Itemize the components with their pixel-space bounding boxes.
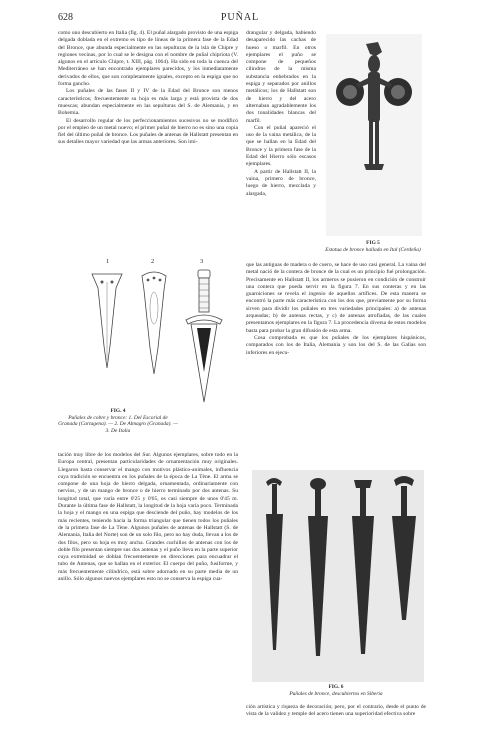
fig4-label: FIG. 4: [110, 408, 126, 414]
dagger-2-drawing: [142, 272, 166, 374]
paragraph: Los puñales de las fases II y IV de la Edad del Bronce son menos característicos; frecuentemente su hoja es más larga y está provista de dos muescas; abundan especialmente en las sepulturas del S. de Alemania, y en Bohemia.: [58, 88, 238, 117]
dagger-drawings: [58, 268, 238, 408]
fig6-label: FIG. 6: [328, 684, 344, 690]
fig4-num-1: 1: [106, 258, 110, 265]
figure-6-photo: [252, 470, 424, 682]
dagger-1-drawing: [92, 274, 122, 368]
paragraph: drangular y delgada, habiendo desaparecido las cachas de hueso o marfil. En otros ejemplares el puño se compone de pequeños cilindros de la misma substancia enhebrados en la espiga y separados por anillos metálicos; los de Hallstatt son de hierro y del acero alternaban agradablemente los dos tonalidades blancas del marfil.: [246, 30, 316, 124]
fig6-caption: Puñales de bronce, descubiertos en Siberia: [289, 690, 383, 697]
paragraph: Cosa comprobada es que los puñales de los ejemplares hispánicos, comparados con los de Italia, Alemania y son los del S. de las Galias son inferiores en ejecu-: [246, 334, 426, 356]
paragraph: que las antiguas de madera o de cuero, se hace de uso casi general. La vaina del metal nació de la contera de bronce de la cual es un principio fué prolongación. Precisamente en Hallstatt II, los armeros se pusieron en condición de construir una contera que pueda servir en la figura 7. En sus conteras y en las guarniciones se revela el ingenio de aquellos artífices. De esta manera se encontró la parte más característica con los dos que, previamente por su forma sirven para dividir los puñales en tres variedades principales: a) de antenas arqueadas; b) de antenas rectas, y c) de antenas atrofiadas, de las cuales presentamos ejemplares en la figura 7. La procedencia diversa de estos modelos basta para probar la gran difusión de esta arma.: [246, 262, 426, 334]
fig4-num-2: 2: [151, 258, 155, 265]
paragraph: A partir de Hallstatt II, la vaina, primero de bronce, luego de hierro, mezclada y alargada,: [246, 168, 316, 197]
figure-4: [58, 258, 238, 448]
fig4-caption: Puñales de cobre y bronce: 1. Del Escorial de Granada (Cartagena). — 2. De Almagro (Granada). — 3. De Italia: [58, 414, 178, 434]
left-column-top: [58, 30, 238, 147]
fig4-caption-block: [58, 408, 178, 434]
paragraph: tación muy libre de los modelos del Sur. Algunos ejemplares, sobre todo en la Europa central, presentan particularidades de ornamentación muy originales. Llegaron hasta conservar el mango con motivos plástico-animales, influencia cuya tradición se encuentra en los puñales de la época de La Tène. El arma se compone de una hoja de hierro delgada, ornamentada, ordinariamente con nervios, y de un mango de bronce o de hierro terminado por dos antenas. Su longitud total, que varía entre 0'25 y 0'65, es casi siempre de unos 0'45 m. Durante la última fase de Hallstatt, la longitud de la hoja varía poco. Terminada la hoja y el mango en una espiga que desciende del puño, hay modelos de los más recientes, teniendo hacia la forma triangular que tienen todos los puñales de la primera fase de La Tène. Algunos puñales de antenas de Hallstatt (S. de Alemania, Italia del Norte) son de un solo filo, pero no hay duda, llevan a los de dos filos, pero su hoja es muy ancha. Grandes cuchillos de antenas con los de doble filo presentan siempre sus dos antenas y el puño lleva en la parte superior cuya extremidad se doblan frecuentemente en direcciones para encuadrar el tubo de Antenas, que se hallan en el exterior. El cuerpo del puño, fusiforme, y más frecuentemente cilíndrico, está sobre adornado en su parte media de un anillo. Sólo algunos nuevos ejemplares esto no se conserva la espiga cua-: [58, 452, 238, 583]
page-number: 628: [58, 12, 73, 23]
right-column-bottom: [246, 704, 426, 719]
figure-numbers: [58, 258, 238, 268]
fig6-caption-block: [246, 684, 426, 697]
dagger-3-drawing: [186, 270, 222, 402]
siberian-daggers-image: [252, 470, 424, 682]
fig5-caption-block: [318, 240, 428, 253]
figure-5-photo: [326, 34, 422, 236]
fig5-caption: Estatua de bronce hallada en Ital (Cerdeña): [325, 246, 421, 253]
fig4-num-3: 3: [200, 258, 204, 265]
right-column-middle: [246, 262, 426, 357]
paragraph: como uno descubierto en Italia (fig. 4). El puñal alargado provisto de una espiga delgada doblada en el extremo es tipo de líneas de la primera fase de la Edad del Bronce, que abunda especialmente en las sepulturas de la isla de Chipre y regiones vecinas, por lo cual se le designa con el nombre de puñal chipriota (V. algunos en el artículo Chipre, t. XIII, pág. 1064). Ha sido en toda la cuenca del Mediterráneo se han encontrado ejemplares parecidos, y los inmediatamente derivados de ellos, que son completamente iguales, excepto en la espiga que no forma gancho.: [58, 30, 238, 88]
paragraph: ción artística y riqueza de decoración; pero, por el contrario, desde el punto de vista de la validez y temple del acero tienen una superioridad efectiva sobre: [246, 704, 426, 718]
running-title: PUÑAL: [220, 12, 260, 23]
fig5-label: FIG 5: [366, 240, 380, 246]
bronze-statuette-image: [326, 34, 422, 236]
right-column-narrow: [246, 30, 316, 198]
page-header: [58, 12, 422, 26]
paragraph: Con el puñal apareció el uso de la vaina metálica, de la que se hallan en la Edad del Bronce y la primera fase de la Edad del Hierro sólo escasos ejemplares.: [246, 124, 316, 168]
paragraph: El desarrollo regular de los perfeccionamientos sucesivos no se modificó por el empleo de un metal nuevo; el primer puñal de hierro no es sino una copia fiel del último puñal de bronce. Los puñales de antenas de Hallstatt presentan en sus detalles mayor variedad que las armas anteriores. Son imi-: [58, 117, 238, 146]
left-column-bottom: [58, 452, 238, 583]
